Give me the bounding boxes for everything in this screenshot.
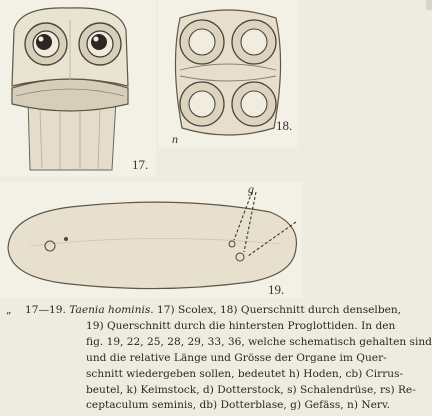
figure-17-scolex bbox=[0, 0, 156, 176]
caption-line-1 bbox=[6, 303, 428, 319]
caption-line-7: ceptaculum seminis, db) Dotterblase, g) Gefäss, n) Nerv. bbox=[86, 399, 391, 412]
caption-line-4: und die relative Länge und Grösse der Organe im Quer- bbox=[86, 351, 387, 364]
label-n: n bbox=[172, 132, 178, 146]
caption-line-6: beutel, k) Keimstock, d) Dotterstock, s) Schalendrüse, rs) Re- bbox=[86, 383, 416, 396]
caption-line-2: 19) Querschnitt durch die hintersten Proglottiden. In den bbox=[86, 319, 396, 332]
caption-line-3: fig. 19, 22, 25, 28, 29, 33, 36, welche schematisch gehalten sind bbox=[86, 335, 432, 348]
figure-17-number: 17. bbox=[132, 157, 149, 172]
figure-18-cross-section bbox=[158, 0, 298, 148]
figure-18-number: 18. bbox=[276, 118, 293, 133]
caption-line-1-rest: 17) Scolex, 18) Querschnitt durch denselben, bbox=[157, 304, 402, 316]
page-edge bbox=[426, 0, 432, 10]
figure-19-proglottid-section bbox=[0, 182, 302, 298]
figure-19-number: 19. bbox=[268, 282, 285, 297]
caption-line-5: schnitt wiedergeben sollen, bedeutet h) Hoden, cb) Cirrus- bbox=[86, 367, 404, 380]
margin-strip bbox=[300, 0, 432, 300]
figure-caption bbox=[6, 303, 432, 414]
caption-mark: „ bbox=[6, 304, 12, 316]
caption-range: 17—19. bbox=[24, 304, 66, 316]
scolex-drawing bbox=[0, 0, 156, 176]
label-g: g bbox=[248, 182, 254, 196]
caption-species: Taenia hominis. bbox=[69, 304, 154, 316]
proglottid-drawing bbox=[0, 182, 302, 298]
